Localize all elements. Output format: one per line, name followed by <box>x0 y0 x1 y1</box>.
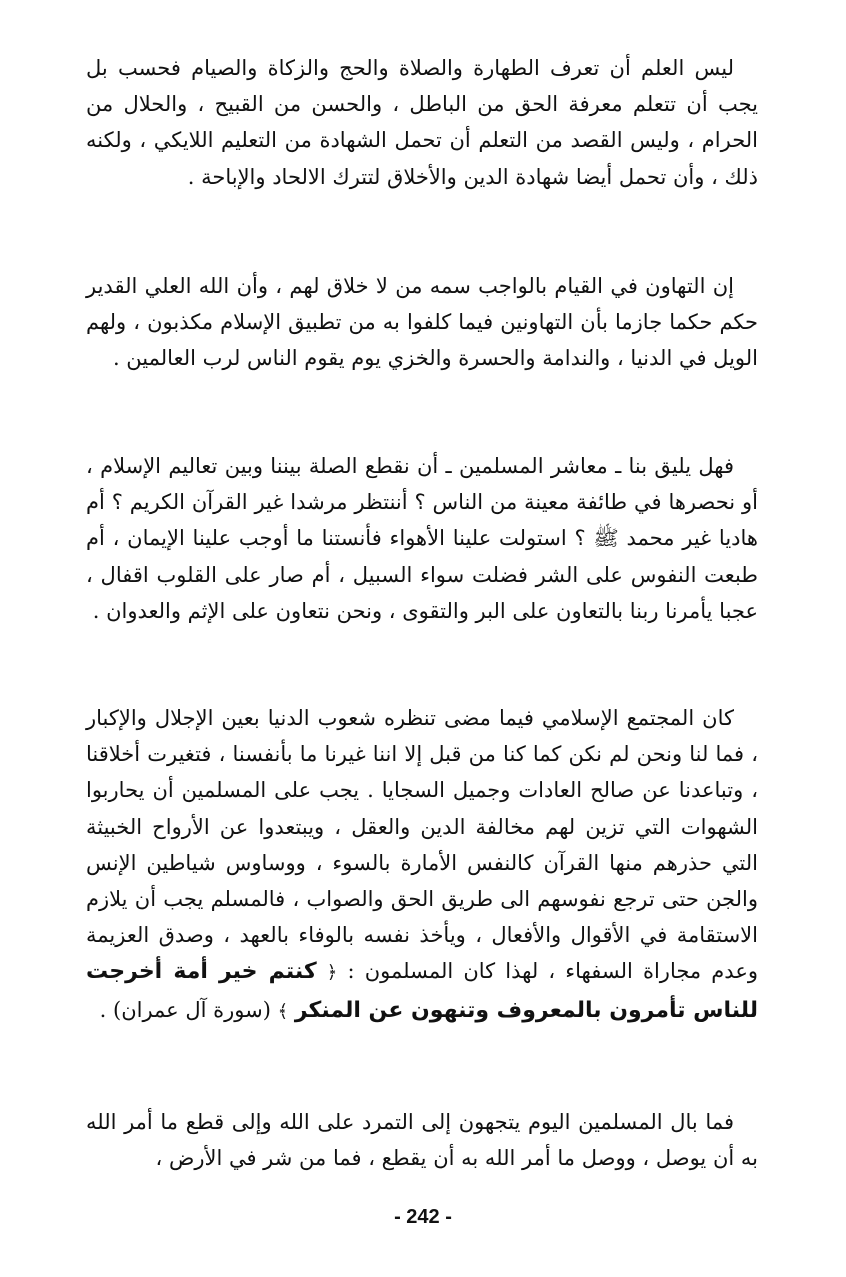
paragraph-text: فما بال المسلمين اليوم يتجهون إلى التمرد على الله وإلى قطع ما أمر الله به أن يوصل ، ووصل ما أمر الله به أن يقطع ، فما من شر في الأرض ، <box>86 1110 758 1171</box>
paragraph-text: إن التهاون في القيام بالواجب سمه من لا خلاق لهم ، وأن الله العلي القدير حكم حكما جازما بأن التهاونين فيما كلفوا به من تطبيق الإسلام مكذبون ، ولهم الويل في الدنيا ، والندامة والحسرة والخزي يوم يقوم الناس لرب العالمين . <box>86 274 758 371</box>
paragraph-knowledge <box>86 50 758 195</box>
quote-source: (سورة آل عمران) . <box>99 997 271 1022</box>
paragraph-muslims-today <box>86 1104 758 1176</box>
paragraph-body: كان المجتمع الإسلامي فيما مضى تنظره شعوب الدنيا بعين الإجلال والإكبار ، فما لنا ونحن لم نكن كما كنا من قبل إلا اننا غيرنا ما بأنفسنا ، فتغيرت أخلاقنا ، وتباعدنا عن صالح العادات وجميل السجايا . يجب على المسلمين أن يحاربوا الشهوات التي تزين لهم مخالفة الدين والعقل ، ويبتعدوا عن الأرواح الخبيثة التي حذرهم منها القرآن كالنفس الأمارة بالسوء ، ووساوس شياطين الإنس والجن حتى ترجع نفوسهم الى طريق الحق والصواب ، فالمسلم يجب أن يلازم الاستقامة في الأقوال والأفعال ، ويأخذ نفسه بالوفاء بالعهد ، وصدق العزيمة وعدم مجاراة السفهاء ، لهذا كان المسلمون : <box>86 706 758 984</box>
quran-quote: كنتم خير أمة أخرجت للناس تأمرون بالمعروف وتنهون عن المنكر <box>86 959 758 1023</box>
paragraph-text <box>86 700 758 1030</box>
paragraph-islamic-society <box>86 700 758 1030</box>
quote-open-bracket: ﴿ <box>326 962 338 984</box>
paragraph-questions <box>86 448 758 629</box>
paragraph-negligence <box>86 268 758 377</box>
quote-close-bracket: ﴾ <box>277 1000 289 1022</box>
page-number: - 242 - <box>394 1206 452 1228</box>
paragraph-text: ليس العلم أن تعرف الطهارة والصلاة والحج والزكاة والصيام فحسب بل يجب أن تتعلم معرفة الحق من الباطل ، والحسن من القبيح ، والحلال من الحرام ، وليس القصد من التعلم أن تحمل الشهادة من التعليم اللايكي ، ولكنه ذلك ، وأن تحمل أيضا شهادة الدين والأخلاق لتترك الالحاد والإباحة . <box>86 56 758 189</box>
paragraph-text: فهل يليق بنا ـ معاشر المسلمين ـ أن نقطع الصلة بيننا وبين تعاليم الإسلام ، أو نحصرها في طائفة معينة من الناس ؟ أننتظر مرشدا غير القرآن الكريم ؟ أم هاديا غير محمد ﷺ ؟ استولت علينا الأهواء فأنستنا ما أوجب علينا الإيمان ، أم طبعت النفوس على الشر فضلت سواء السبيل ، أم صار على القلوب اقفال ، عجبا يأمرنا ربنا بالتعاون على البر والتقوى ، ونحن نتعاون على الإثم والعدوان . <box>86 454 758 623</box>
